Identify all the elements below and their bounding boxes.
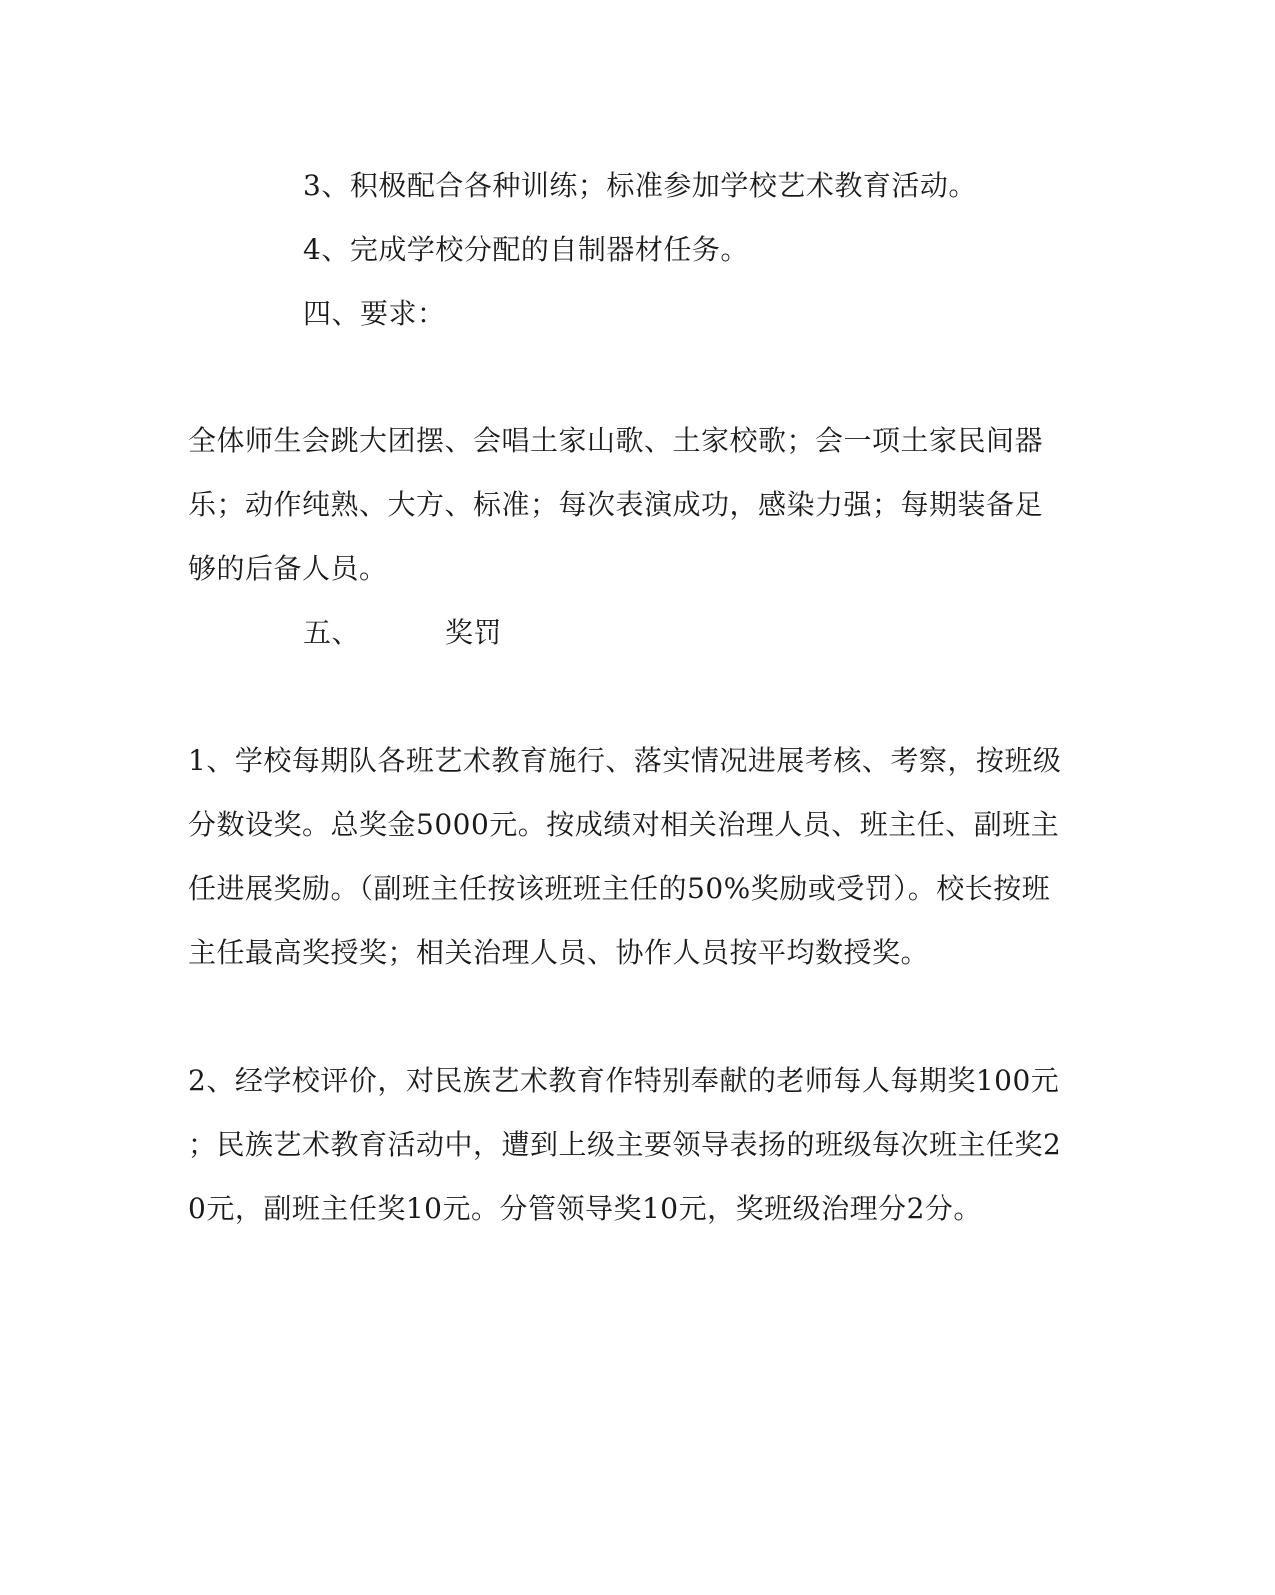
section-4-body-line-2: 乐；动作纯熟、大方、标准；每次表演成功，感染力强；每期装备足 — [188, 488, 1044, 521]
section-5-item-1-line-3: 任进展奖励。（副班主任按该班班主任的50%奖励或受罚）。校长按班 — [188, 872, 1051, 905]
section-5-title: 奖罚 — [445, 616, 503, 649]
section-5-item-2-line-1: 2、经学校评价，对民族艺术教育作特别奉献的老师每人每期奖100元 — [188, 1064, 1060, 1097]
section-4-body-line-1: 全体师生会跳大团摆、会唱土家山歌、土家校歌；会一项土家民间器 — [188, 424, 1044, 457]
section-5-item-1-line-1: 1、学校每期队各班艺术教育施行、落实情况进展考核、考察，按班级 — [188, 744, 1062, 777]
item-4-text: 4、完成学校分配的自制器材任务。 — [303, 233, 749, 266]
section-5-item-1-line-4: 主任最高奖授奖；相关治理人员、协作人员按平均数授奖。 — [188, 936, 930, 969]
section-5-item-2-line-2: ；民族艺术教育活动中，遭到上级主要领导表扬的班级每次班主任奖2 — [188, 1128, 1062, 1161]
section-4-body-line-3: 够的后备人员。 — [188, 552, 388, 585]
section-5-item-1-line-2: 分数设奖。总奖金5000元。按成绩对相关治理人员、班主任、副班主 — [188, 808, 1060, 841]
section-5-heading — [303, 613, 502, 653]
item-3-text: 3、积极配合各种训练；标准参加学校艺术教育活动。 — [303, 169, 977, 202]
section-4-heading: 四、要求： — [303, 297, 446, 330]
section-5-item-2-line-3: 0元，副班主任奖10元。分管领导奖10元，奖班级治理分2分。 — [188, 1192, 982, 1225]
section-5-number: 五、 — [303, 616, 361, 649]
